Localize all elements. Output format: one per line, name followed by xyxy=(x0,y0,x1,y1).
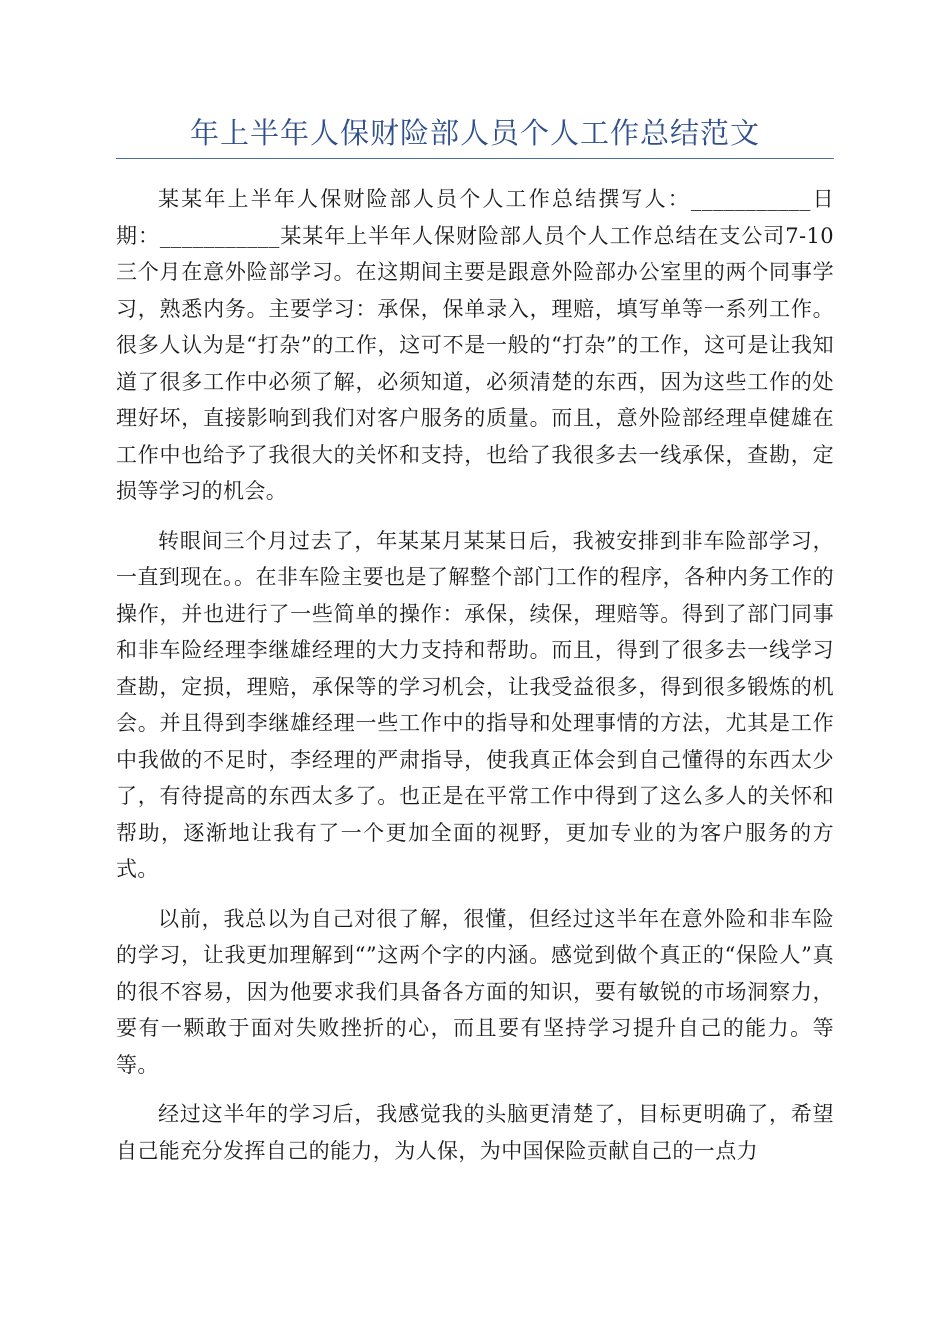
paragraph-3: 以前，我总以为自己对很了解，很懂，但经过这半年在意外险和非车险的学习，让我更加理解到“”这两个字的内涵。感觉到做个真正的“保险人”真的很不容易，因为他要求我们具备各方面的知识，要有敏锐的市场洞察力，要有一颗敢于面对失败挫折的心，而且要有坚持学习提升自己的能力。等等。 xyxy=(116,906,834,1077)
paragraph-2: 转眼间三个月过去了，年某某月某某日后，我被安排到非车险部学习，一直到现在。。在非车险主要也是了解整个部门工作的程序，各种内务工作的操作，并也进行了一些简单的操作：承保，续保，理赔等。得到了部门同事和非车险经理李继雄经理的大力支持和帮助。而且，得到了很多去一线学习查勘，定损，理赔，承保等的学习机会，让我受益很多，得到很多锻炼的机会。并且得到李继雄经理一些工作中的指导和处理事情的方法，尤其是工作中我做的不足时，李经理的严肃指导，使我真正体会到自己懂得的东西太少了，有待提高的东西太多了。也正是在平常工作中得到了这么多人的关怀和帮助，逐渐地让我有了一个更加全面的视野，更加专业的为客户服务的方式。 xyxy=(116,528,834,881)
paragraph-1: 某某年上半年人保财险部人员个人工作总结撰写人：___________日期：___________某某年上半年人保财险部人员个人工作总结在支公司7-10三个月在意外险部学习。在这期间主要是跟意外险部办公室里的两个同事学习，熟悉内务。主要学习：承保，保单录入，理赔，填写单等一系列工作。很多人认为是“打杂”的工作，这可不是一般的“打杂”的工作，这可是让我知道了很多工作中必须了解，必须知道，必须清楚的东西，因为这些工作的处理好坏，直接影响到我们对客户服务的质量。而且，意外险部经理卓健雄在工作中也给予了我很大的关怀和支持，也给了我很多去一线承保，查勘，定损等学习的机会。 xyxy=(116,187,834,503)
paragraph-4: 经过这半年的学习后，我感觉我的头脑更清楚了，目标更明确了，希望自己能充分发挥自己的能力，为人保，为中国保险贡献自己的一点力 xyxy=(116,1102,834,1163)
document-body xyxy=(116,181,834,1169)
document-title: 年上半年人保财险部人员个人工作总结范文 xyxy=(116,110,834,159)
document-page xyxy=(116,110,834,1182)
